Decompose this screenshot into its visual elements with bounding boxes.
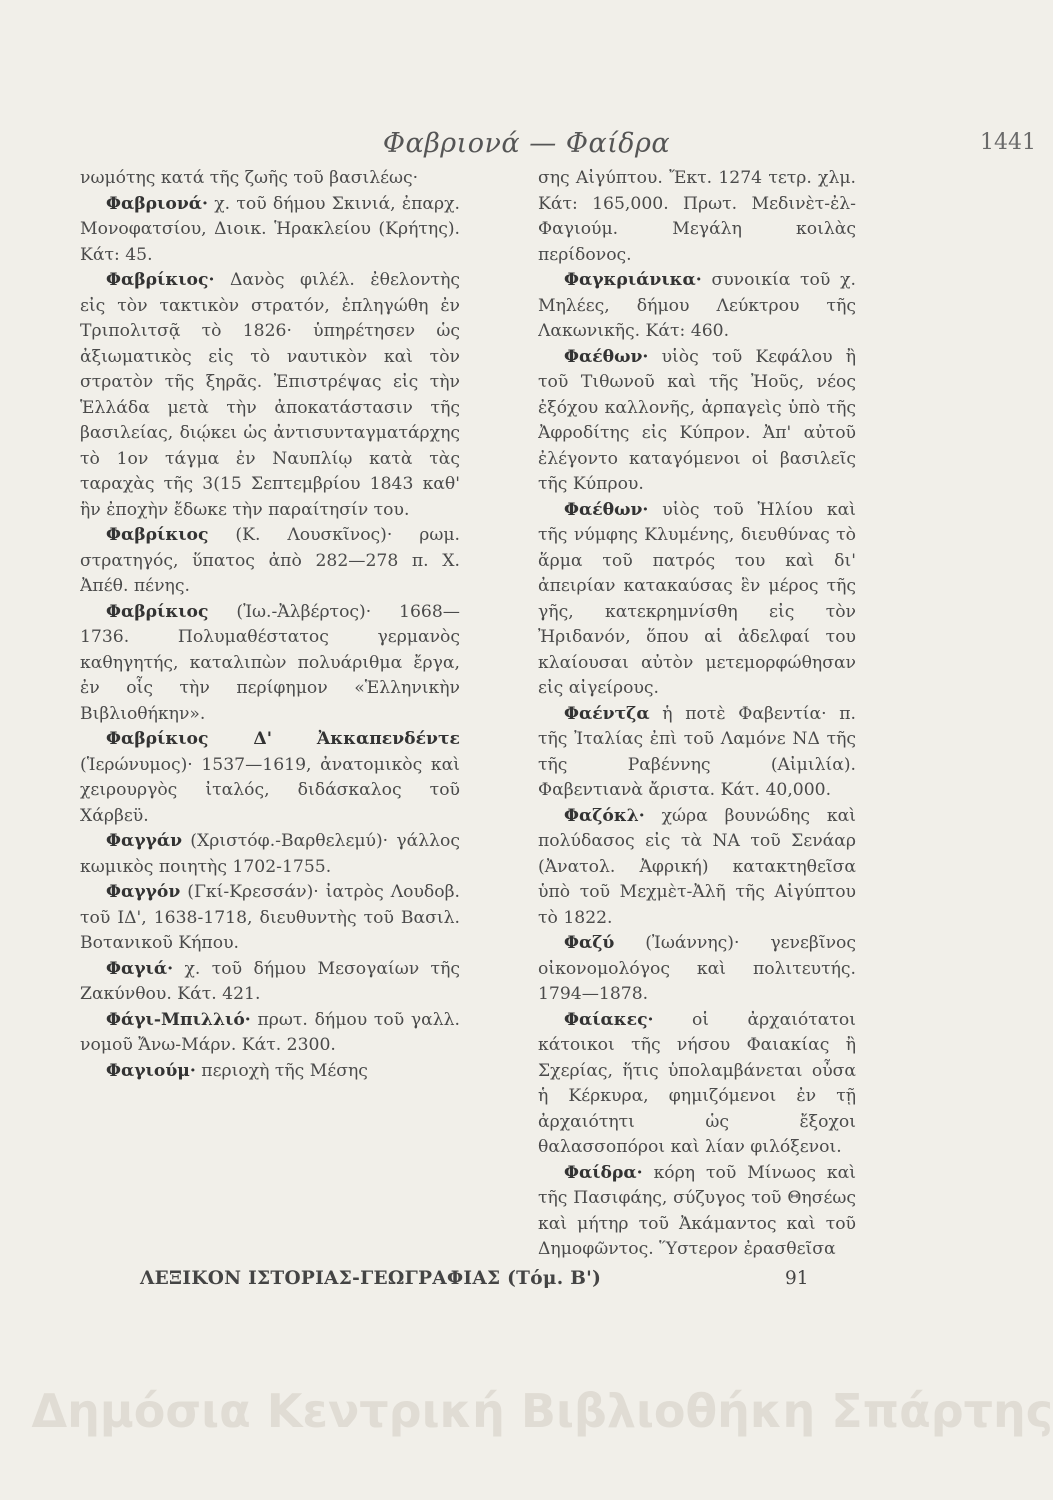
dictionary-entry: Φαγγάν (Χριστόφ.-Βαρθελεμύ)· γάλλος κωμικὸς ποιητὴς 1702-1755. — [80, 831, 460, 877]
dictionary-entry: Φαγκριάνικα· συνοικία τοῦ χ. Μηλέες, δήμου Λεύκτρου τῆς Λακωνικῆς. Κάτ: 460. — [538, 270, 856, 341]
entry-continuation: σης Αἰγύπτου. Ἔκτ. 1274 τετρ. χλμ. Κάτ: 165,000. Πρωτ. Μεδινὲτ-ἐλ-Φαγιούμ. Μεγάλη κοιλὰς περίδονος. — [538, 168, 856, 265]
headword: Φαγιούμ· — [106, 1060, 196, 1081]
dictionary-entry: Φαγιούμ· περιοχὴ τῆς Μέσης — [106, 1060, 368, 1081]
entry-continuation: νωμότης κατά τῆς ζωῆς τοῦ βασιλέως· — [80, 168, 419, 188]
headword: Φαέθων· — [564, 499, 649, 520]
headword: Φαβρίκιος· — [106, 270, 215, 290]
dictionary-entry: Φαβρίκιος· Δανὸς φιλέλ. ἐθελοντὴς εἰς τὸν τακτικὸν στρατόν, ἐπληγώθη ἐν Τριπολιτσᾷ τὸ 1826· ὑπηρέτησεν ὡς ἀξιωματικὸς εἰς τὸ ναυτικὸν καὶ τὸν στρατὸν τῆς ξηρᾶς. Ἐπιστρέψας εἰς τὴν Ἑλλάδα μετὰ τὴν ἀποκατάστασιν τῆς βασιλείας, διῴκει ὡς ἀντισυνταγματάρχης τὸ 1ον τάγμα ἐν Ναυπλίῳ κατὰ τὰς ταραχὰς τῆς 3(15 Σεπτεμβρίου 1843 καθ' ἣν ἐποχὴν ἔδωκε τὴν παραίτησίν του. — [80, 270, 460, 520]
headword: Φαβρίκιος Δ' Ἀκκαπενδέντε — [106, 729, 460, 749]
headword: Φαγκριάνικα· — [564, 270, 702, 290]
headword: Φάγι-Μπιλλιό· — [106, 1009, 251, 1030]
headword: Φαβρίκιος — [106, 601, 209, 622]
signature-mark: 91 — [785, 1268, 809, 1289]
headword: Φαβρίκιος — [106, 525, 209, 545]
library-watermark: Δημόσια Κεντρική Βιβλιοθήκη Σπάρτης — [31, 1384, 1053, 1438]
headword: Φαζύ — [564, 933, 615, 953]
dictionary-entry: Φαίακες· οἱ ἀρχαιότατοι κάτοικοι τῆς νήσου Φαιακίας ἢ Σχερίας, ἥτις ὑπολαμβάνεται οὖσα ἡ Κέρκυρα, φημιζόμενοι ἐν τῇ ἀρχαιότητι ὡς ἔξοχοι θαλασσοπόροι καὶ λίαν φιλόξενοι. — [538, 1009, 856, 1157]
dictionary-entry: Φαίδρα· κόρη τοῦ Μίνωος καὶ τῆς Πασιφάης, σύζυγος τοῦ Θησέως καὶ μήτηρ τοῦ Ἀκάμαντος καὶ τοῦ Δημοφῶντος. Ὕστερον ἐρασθεῖσα — [538, 1162, 856, 1259]
dictionary-entry: Φαέντζα ἡ ποτὲ Φαβεντία· π. τῆς Ἰταλίας ἐπὶ τοῦ Λαμόνε ΝΔ τῆς τῆς Ραβέννης (Αἰμιλία). Φαβεντιανὰ ἄριστα. Κάτ. 40,000. — [538, 703, 856, 800]
dictionary-entry: Φαγιά· χ. τοῦ δήμου Μεσογαίων τῆς Ζακύνθου. Κάτ. 421. — [80, 958, 460, 1004]
left-column — [80, 166, 460, 1264]
page-number: 1441 — [980, 130, 1036, 155]
dictionary-entry: Φαβριονά· χ. τοῦ δήμου Σκινιά, ἐπαρχ. Μονοφατσίου, Διοικ. Ἡρακλείου (Κρήτης). Κάτ: 45. — [80, 193, 460, 265]
headword: Φαίακες· — [564, 1009, 654, 1030]
dictionary-entry: Φαέθων· υἱὸς τοῦ Ἡλίου καὶ τῆς νύμφης Κλυμένης, διευθύνας τὸ ἅρμα τοῦ πατρός του καὶ δι' ἀπειρίαν κατακαύσας ἓν μέρος τῆς γῆς, κατεκρημνίσθη εἰς τὸν Ἠριδανόν, ὅπου αἱ ἀδελφαί του κλαίουσαι αὐτὸν μετεμορφώθησαν εἰς αἰγείρους. — [538, 499, 856, 698]
headword: Φαίδρα· — [564, 1162, 643, 1183]
footer-title: ΛΕΞΙΚΟΝ ΙΣΤΟΡΙΑΣ-ΓΕΩΓΡΑΦΙΑΣ (Τόμ. Β') — [140, 1268, 602, 1289]
dictionary-entry: Φαβρίκιος (Κ. Λουσκῖνος)· ρωμ. στρατηγός, ὕπατος ἀπὸ 282—278 π. Χ. Ἀπέθ. πένης. — [80, 525, 460, 596]
dictionary-entry: Φαβρίκιος Δ' Ἀκκαπενδέντε (Ἱερώνυμος)· 1537—1619, ἀνατομικὸς καὶ χειρουργὸς ἰταλός, διδάσκαλος τοῦ Χάρβεϋ. — [80, 729, 460, 826]
headword: Φαγγάν — [106, 831, 183, 851]
right-column — [538, 166, 856, 1264]
headword: Φαβριονά· — [106, 193, 208, 214]
headword: Φαέθων· — [564, 346, 649, 367]
dictionary-entry: Φαζύ (Ἰωάννης)· γενεβῖνος οἰκονομολόγος καὶ πολιτευτής. 1794—1878. — [538, 933, 856, 1004]
dictionary-entry: Φαγγόν (Γκί-Κρεσσάν)· ἰατρὸς Λουδοβ. τοῦ ΙΔ', 1638-1718, διευθυντὴς τοῦ Βασιλ. Βοτανικοῦ Κήπου. — [80, 882, 460, 953]
dictionary-entry: Φαβρίκιος (Ἰω.-Ἀλβέρτος)· 1668—1736. Πολυμαθέστατος γερμανὸς καθηγητής, καταλιπὼν πολυάριθμα ἔργα, ἐν οἷς τὴν περίφημον «Ἑλληνικὴν Βιβλιοθήκην». — [80, 601, 460, 724]
dictionary-entry: Φαζόκλ· χώρα βουνώδης καὶ πολύδασος εἰς τὰ ΝΑ τοῦ Σενάαρ (Ἀνατολ. Ἀφρική) κατακτηθεῖσα ὑπὸ τοῦ Μεχμὲτ-Ἀλῆ τῆς Αἰγύπτου τὸ 1822. — [538, 805, 856, 928]
headword: Φαγγόν — [106, 882, 181, 902]
headword: Φαζόκλ· — [564, 805, 645, 826]
running-head: Φαβριονά — Φαίδρα — [382, 128, 671, 159]
dictionary-entry: Φαέθων· υἱὸς τοῦ Κεφάλου ἢ τοῦ Τιθωνοῦ καὶ τῆς Ἠοῦς, νέος ἐξόχου καλλονῆς, ἁρπαγεὶς ὑπὸ τῆς Ἀφροδίτης εἰς Κύπρον. Ἀπ' αὐτοῦ ἐλέγοντο καταγόμενοι οἱ βασιλεῖς τῆς Κύπρου. — [538, 346, 856, 494]
headword: Φαέντζα — [564, 703, 650, 724]
dictionary-entry: Φάγι-Μπιλλιό· πρωτ. δήμου τοῦ γαλλ. νομοῦ Ἄνω-Μάρν. Κάτ. 2300. — [80, 1009, 460, 1055]
headword: Φαγιά· — [106, 958, 174, 979]
